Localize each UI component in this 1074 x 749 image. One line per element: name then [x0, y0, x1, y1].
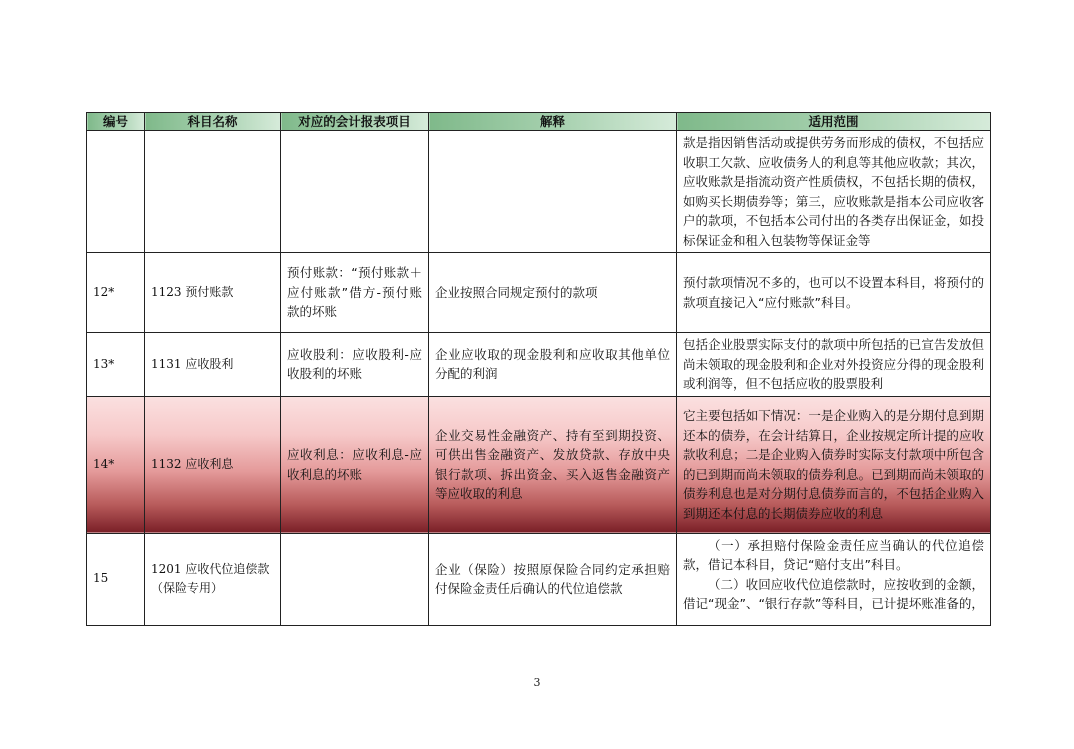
cell-report-item: 应收股利：应收股利-应收股利的坏账 — [281, 333, 429, 397]
scope-paragraph-1: （一）承担赔付保险金责任应当确认的代位追偿款，借记本科目，贷记“赔付支出”科目。 — [683, 537, 984, 572]
cell-scope: 它主要包括如下情况：一是企业购入的是分期付息到期还本的债券，在会计结算日，企业按规定所计提的应收款收利息；二是企业购入债券时实际支付款项中所包含的已到期而尚未领取的债券利息。已到期而尚未领取的债券利息也是对分期付息债券而言的，不包括企业购入到期还本付息的长期债券应收的利息 — [677, 396, 991, 533]
table-row — [87, 533, 991, 625]
cell-number: 13* — [87, 333, 145, 397]
cell-explanation: 企业按照合同规定预付的款项 — [429, 253, 677, 333]
table-row — [87, 131, 991, 253]
cell-account-name: 1123 预付账款 — [145, 253, 281, 333]
cell-report-item — [281, 131, 429, 253]
cell-scope — [677, 533, 991, 625]
table-row — [87, 333, 991, 397]
cell-number: 14* — [87, 396, 145, 533]
cell-explanation: 企业（保险）按照原保险合同约定承担赔付保险金责任后确认的代位追偿款 — [429, 533, 677, 625]
cell-explanation — [429, 131, 677, 253]
header-explanation: 解释 — [429, 113, 677, 131]
cell-scope: 款是指因销售活动或提供劳务而形成的债权，不包括应收职工欠款、应收债务人的利息等其他应收款；其次，应收账款是指流动资产性质债权，不包括长期的债权，如购买长期债券等；第三，应收账款是指本公司应收客户的款项，不包括本公司付出的各类存出保证金，如投标保证金和租入包装物等保证金等 — [677, 131, 991, 253]
header-report-item: 对应的会计报表项目 — [281, 113, 429, 131]
page-number: 3 — [533, 676, 541, 689]
accounts-table — [86, 112, 991, 626]
cell-account-name — [145, 131, 281, 253]
header-number: 编号 — [87, 113, 145, 131]
cell-account-name: 1132 应收利息 — [145, 396, 281, 533]
cell-number: 12* — [87, 253, 145, 333]
cell-number — [87, 131, 145, 253]
cell-report-item: 预付账款：“预付账款＋应付账款”借方-预付账款的坏账 — [281, 253, 429, 333]
cell-explanation: 企业交易性金融资产、持有至到期投资、可供出售金融资产、发放贷款、存放中央银行款项、拆出资金、买入返售金融资产等应收取的利息 — [429, 396, 677, 533]
cell-number: 15 — [87, 533, 145, 625]
table-row — [87, 253, 991, 333]
cell-scope: 包括企业股票实际支付的款项中所包括的已宣告发放但尚未领取的现金股利和企业对外投资应分得的现金股利或利润等，但不包括应收的股票股利 — [677, 333, 991, 397]
cell-account-name: 1201 应收代位追偿款（保险专用） — [145, 533, 281, 625]
cell-scope: 预付款项情况不多的，也可以不设置本科目，将预付的款项直接记入“应付账款”科目。 — [677, 253, 991, 333]
cell-report-item: 应收利息：应收利息-应收利息的坏账 — [281, 396, 429, 533]
table-row-highlighted — [87, 396, 991, 533]
header-account-name: 科目名称 — [145, 113, 281, 131]
cell-account-name: 1131 应收股利 — [145, 333, 281, 397]
table-header-row — [87, 113, 991, 131]
scope-paragraph-2: （二）收回应收代位追偿款时，应按收到的金额，借记“现金”、“银行存款”等科目，已计提坏账准备的， — [683, 576, 984, 611]
cell-explanation: 企业应收取的现金股利和应收取其他单位分配的利润 — [429, 333, 677, 397]
header-scope: 适用范围 — [677, 113, 991, 131]
cell-report-item — [281, 533, 429, 625]
